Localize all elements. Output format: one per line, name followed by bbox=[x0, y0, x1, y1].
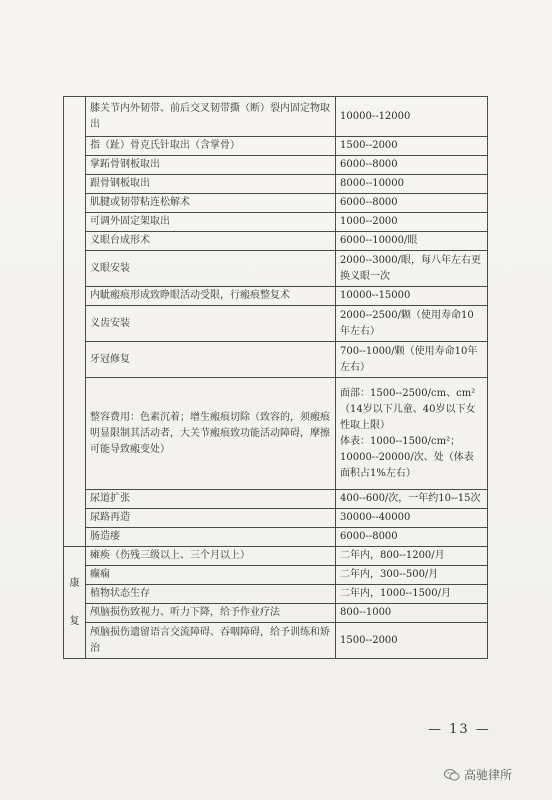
value-cell: 1500--2000 bbox=[336, 137, 488, 156]
rehab-category-cell bbox=[64, 547, 86, 659]
item-cell: 肠造瘘 bbox=[86, 528, 336, 547]
table-row bbox=[64, 287, 488, 306]
value-line: 面部：1500--2500/cm、cm²（14岁以下儿童、40岁以下女性取上限） bbox=[340, 387, 476, 431]
item-cell: 尿路再造 bbox=[86, 509, 336, 528]
item-cell: 尿道扩张 bbox=[86, 490, 336, 509]
value-cell: 10000--12000 bbox=[336, 97, 488, 137]
item-cell: 颅脑损伤遗留语言交流障碍、吞咽障碍，给予训练和矫治 bbox=[86, 623, 336, 659]
item-cell: 颅脑损伤致视力、听力下降，给予作业疗法 bbox=[86, 604, 336, 623]
value-cell: 6000--8000 bbox=[336, 528, 488, 547]
item-cell: 癫痫 bbox=[86, 566, 336, 585]
watermark bbox=[444, 766, 512, 783]
value-cell: 二年内，300--500/月 bbox=[336, 566, 488, 585]
item-cell: 掌跖骨钢板取出 bbox=[86, 156, 336, 175]
item-cell: 膝关节内外韧带、前后交叉韧带撕（断）裂内固定物取出 bbox=[86, 97, 336, 137]
table-row bbox=[64, 528, 488, 547]
table-row bbox=[64, 623, 488, 659]
value-cell: 8000--10000 bbox=[336, 175, 488, 194]
table-row bbox=[64, 547, 488, 566]
category-cell-empty bbox=[64, 97, 86, 547]
item-cell: 内眦瘢痕形成致睁眼活动受限，行瘢痕整复术 bbox=[86, 287, 336, 306]
value-cell: 2000--2500/颗（使用寿命10年左右） bbox=[336, 306, 488, 342]
item-cell: 义眼台成形术 bbox=[86, 232, 336, 251]
item-cell: 指（趾）骨克氏针取出（含掌骨） bbox=[86, 137, 336, 156]
table-row bbox=[64, 342, 488, 378]
table-row bbox=[64, 175, 488, 194]
table-row bbox=[64, 137, 488, 156]
table-row bbox=[64, 604, 488, 623]
value-cell: 二年内，1000--1500/月 bbox=[336, 585, 488, 604]
rehab-label-char: 复 bbox=[69, 615, 80, 627]
value-cell bbox=[336, 378, 488, 490]
value-cell: 800--1000 bbox=[336, 604, 488, 623]
value-cell: 700--1000/颗（使用寿命10年左右） bbox=[336, 342, 488, 378]
value-cell: 二年内，800--1200/月 bbox=[336, 547, 488, 566]
table-row bbox=[64, 194, 488, 213]
fee-table bbox=[63, 96, 488, 659]
table-row bbox=[64, 97, 488, 137]
table-row bbox=[64, 585, 488, 604]
table-row bbox=[64, 156, 488, 175]
item-cell: 义齿安装 bbox=[86, 306, 336, 342]
value-cell: 400--600/次，一年约10--15次 bbox=[336, 490, 488, 509]
item-cell: 植物状态生存 bbox=[86, 585, 336, 604]
page-number: — 13 — bbox=[428, 722, 491, 737]
item-cell: 可调外固定架取出 bbox=[86, 213, 336, 232]
value-cell: 6000--8000 bbox=[336, 194, 488, 213]
wechat-icon bbox=[444, 768, 460, 782]
value-line: 体表：1000--1500/cm²； bbox=[340, 435, 461, 447]
item-cell: 肌腱或韧带粘连松解术 bbox=[86, 194, 336, 213]
table-row bbox=[64, 490, 488, 509]
table-row bbox=[64, 213, 488, 232]
item-cell: 义眼安装 bbox=[86, 251, 336, 287]
value-cell: 1000--2000 bbox=[336, 213, 488, 232]
value-cell: 2000--3000/眼，每八年左右更换义眼一次 bbox=[336, 251, 488, 287]
rehab-label-char: 康 bbox=[69, 577, 80, 589]
item-cell: 瘫痪（伤残三级以上、三个月以上） bbox=[86, 547, 336, 566]
table-row bbox=[64, 378, 488, 490]
value-cell: 10000--15000 bbox=[336, 287, 488, 306]
value-cell: 6000--8000 bbox=[336, 156, 488, 175]
item-cell: 跟骨钢板取出 bbox=[86, 175, 336, 194]
value-cell: 6000--10000/眼 bbox=[336, 232, 488, 251]
table-row bbox=[64, 306, 488, 342]
table-row bbox=[64, 509, 488, 528]
table-row bbox=[64, 566, 488, 585]
item-cell: 牙冠修复 bbox=[86, 342, 336, 378]
value-cell: 30000--40000 bbox=[336, 509, 488, 528]
table-row bbox=[64, 232, 488, 251]
value-cell: 1500--2000 bbox=[336, 623, 488, 659]
watermark-text: 高驰律所 bbox=[464, 768, 513, 782]
value-line: 10000--20000/次、处（体表面积占1%左右） bbox=[340, 451, 474, 479]
table-row bbox=[64, 251, 488, 287]
item-cell: 整容费用：色素沉着；增生瘢痕切除（致容的，须瘢痕明显限制其活动者，大关节瘢痕致功能活动障碍，摩擦可能导致瘢变处） bbox=[86, 378, 336, 490]
